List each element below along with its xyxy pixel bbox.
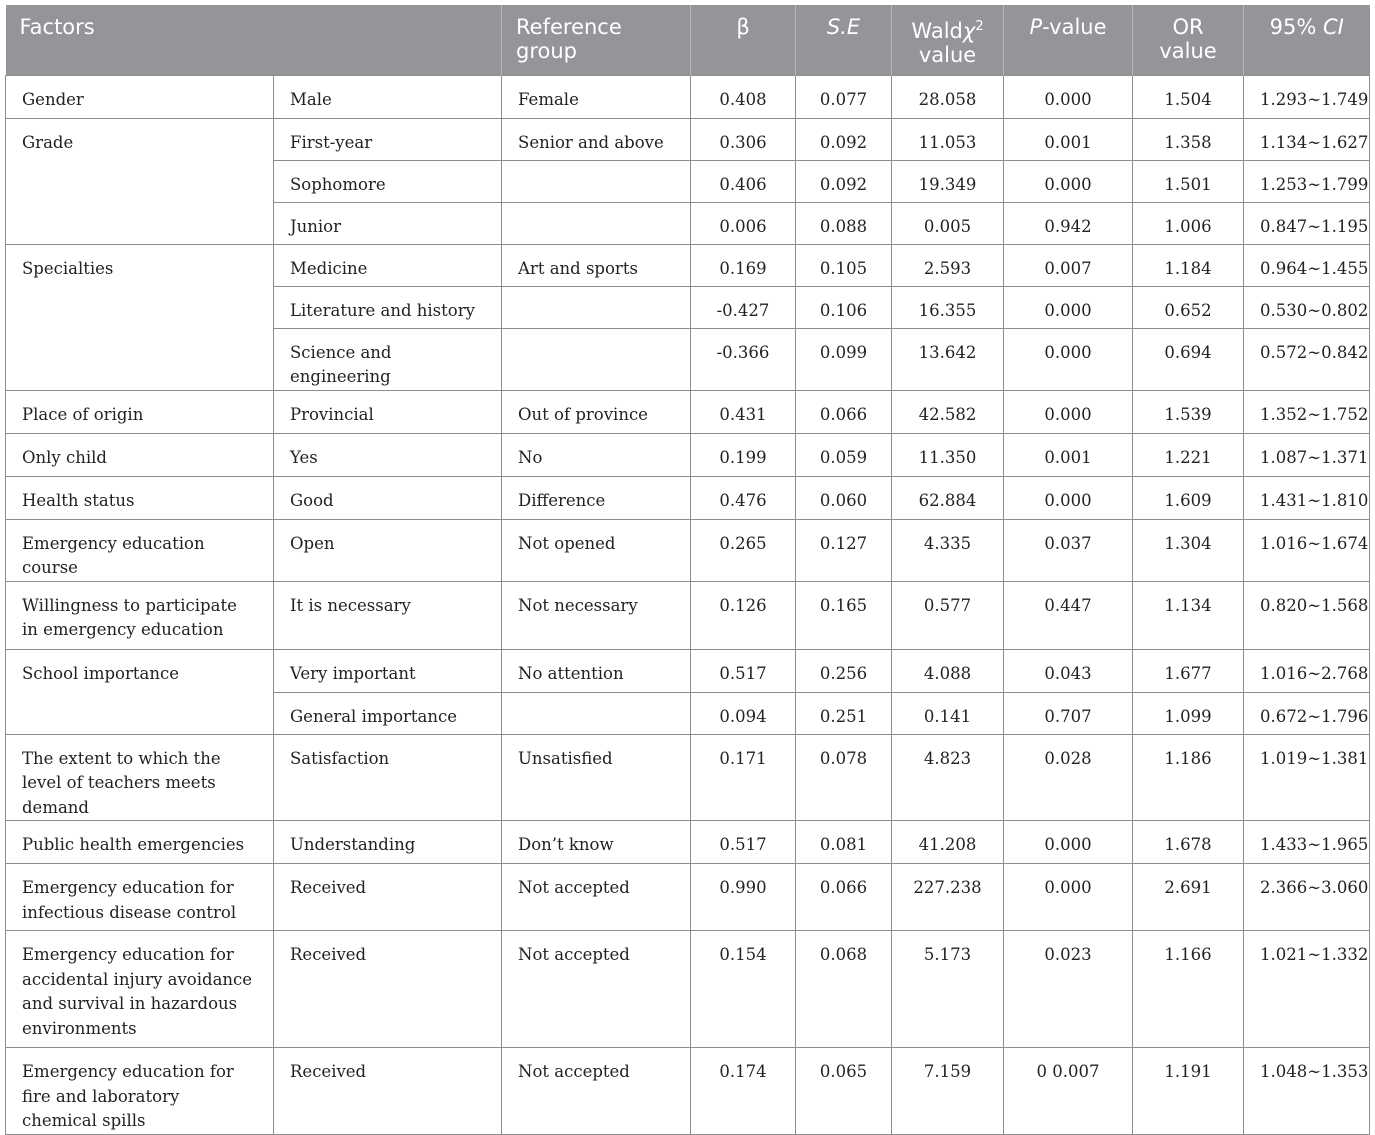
- beta-cell: 0.517: [691, 649, 796, 692]
- factor-cell: Emergency education for infectious disease control: [6, 864, 274, 931]
- beta-cell: 0.406: [691, 160, 796, 202]
- ci-cell: 1.253∼1.799: [1244, 160, 1370, 202]
- reference-cell: Art and sports: [502, 244, 691, 286]
- header-wald-sup: 2: [975, 19, 984, 34]
- beta-cell: 0.265: [691, 519, 796, 581]
- beta-cell: 0.431: [691, 390, 796, 433]
- header-ci: [1244, 5, 1370, 75]
- ci-cell: 0.964∼1.455: [1244, 244, 1370, 286]
- factor-cell: Health status: [6, 476, 274, 519]
- header-wald-text: Wald: [911, 19, 963, 43]
- or-cell: 1.184: [1133, 244, 1244, 286]
- ci-cell: 0.820∼1.568: [1244, 581, 1370, 649]
- beta-cell: 0.517: [691, 821, 796, 864]
- ci-cell: 1.431∼1.810: [1244, 476, 1370, 519]
- header-p-rest: -value: [1042, 15, 1107, 39]
- reference-cell: Unsatisfied: [502, 734, 691, 821]
- ci-cell: 1.087∼1.371: [1244, 433, 1370, 476]
- p-value-cell: 0.043: [1004, 649, 1133, 692]
- beta-cell: 0.199: [691, 433, 796, 476]
- header-row: [6, 5, 1370, 75]
- se-cell: 0.066: [796, 864, 892, 931]
- level-cell: Open: [274, 519, 502, 581]
- table-row: [6, 118, 1370, 160]
- or-cell: 2.691: [1133, 864, 1244, 931]
- table-row: [6, 864, 1370, 931]
- level-cell: Male: [274, 75, 502, 118]
- level-cell: Received: [274, 931, 502, 1048]
- or-cell: 1.609: [1133, 476, 1244, 519]
- factor-cell: Place of origin: [6, 390, 274, 433]
- table-row: [6, 931, 1370, 1048]
- se-cell: 0.065: [796, 1048, 892, 1135]
- or-cell: 1.191: [1133, 1048, 1244, 1135]
- se-cell: 0.060: [796, 476, 892, 519]
- p-value-cell: 0.001: [1004, 118, 1133, 160]
- or-cell: 1.358: [1133, 118, 1244, 160]
- factor-cell: Emergency education course: [6, 519, 274, 581]
- header-ci-prefix: 95%: [1269, 15, 1324, 39]
- level-cell: Satisfaction: [274, 734, 502, 821]
- ci-cell: 2.366∼3.060: [1244, 864, 1370, 931]
- p-value-cell: 0.001: [1004, 433, 1133, 476]
- wald-cell: 11.350: [892, 433, 1004, 476]
- or-cell: 1.677: [1133, 649, 1244, 692]
- factor-cell: Grade: [6, 118, 274, 244]
- level-cell: Received: [274, 1048, 502, 1135]
- header-ci-italic: CI: [1323, 15, 1344, 39]
- reference-cell: Not opened: [502, 519, 691, 581]
- p-value-cell: 0.000: [1004, 160, 1133, 202]
- or-cell: 1.501: [1133, 160, 1244, 202]
- wald-cell: 28.058: [892, 75, 1004, 118]
- p-value-cell: 0.000: [1004, 286, 1133, 328]
- level-cell: Junior: [274, 202, 502, 244]
- reference-cell: Female: [502, 75, 691, 118]
- level-cell: It is necessary: [274, 581, 502, 649]
- se-cell: 0.078: [796, 734, 892, 821]
- or-cell: 0.652: [1133, 286, 1244, 328]
- level-cell: Good: [274, 476, 502, 519]
- wald-cell: 4.335: [892, 519, 1004, 581]
- ci-cell: 1.293∼1.749: [1244, 75, 1370, 118]
- ci-cell: 1.019∼1.381: [1244, 734, 1370, 821]
- factor-cell: Public health emergencies: [6, 821, 274, 864]
- factor-cell: Specialties: [6, 244, 274, 390]
- header-p-value: [1004, 5, 1133, 75]
- wald-cell: 0.577: [892, 581, 1004, 649]
- se-cell: 0.165: [796, 581, 892, 649]
- wald-cell: 4.823: [892, 734, 1004, 821]
- beta-cell: 0.006: [691, 202, 796, 244]
- level-cell: First-year: [274, 118, 502, 160]
- factor-cell: School importance: [6, 649, 274, 734]
- reference-cell: [502, 328, 691, 390]
- ci-cell: 0.847∼1.195: [1244, 202, 1370, 244]
- p-value-cell: 0.000: [1004, 328, 1133, 390]
- se-cell: 0.077: [796, 75, 892, 118]
- factor-cell: Gender: [6, 75, 274, 118]
- se-cell: 0.105: [796, 244, 892, 286]
- table-row: [6, 476, 1370, 519]
- level-cell: Understanding: [274, 821, 502, 864]
- ci-cell: 0.572∼0.842: [1244, 328, 1370, 390]
- reference-cell: [502, 160, 691, 202]
- reference-cell: Not accepted: [502, 1048, 691, 1135]
- factor-cell: Emergency education for accidental injury avoidance and survival in hazardous environments: [6, 931, 274, 1048]
- wald-cell: 0.005: [892, 202, 1004, 244]
- wald-cell: 0.141: [892, 692, 1004, 734]
- header-or-value: OR value: [1133, 5, 1244, 75]
- or-cell: 1.221: [1133, 433, 1244, 476]
- beta-cell: 0.169: [691, 244, 796, 286]
- beta-cell: -0.366: [691, 328, 796, 390]
- level-cell: General importance: [274, 692, 502, 734]
- level-cell: Literature and history: [274, 286, 502, 328]
- wald-cell: 16.355: [892, 286, 1004, 328]
- header-se: [796, 5, 892, 75]
- table-row: [6, 433, 1370, 476]
- header-factors: Factors: [6, 5, 502, 75]
- header-beta: β: [691, 5, 796, 75]
- wald-cell: 19.349: [892, 160, 1004, 202]
- level-cell: Medicine: [274, 244, 502, 286]
- ci-cell: 1.016∼1.674: [1244, 519, 1370, 581]
- beta-cell: 0.476: [691, 476, 796, 519]
- reference-cell: Not accepted: [502, 931, 691, 1048]
- reference-cell: [502, 202, 691, 244]
- table-row: [6, 821, 1370, 864]
- level-cell: Very important: [274, 649, 502, 692]
- table-row: [6, 244, 1370, 286]
- or-cell: 1.006: [1133, 202, 1244, 244]
- reference-cell: No attention: [502, 649, 691, 692]
- level-cell: Provincial: [274, 390, 502, 433]
- beta-cell: 0.094: [691, 692, 796, 734]
- table-row: [6, 581, 1370, 649]
- se-cell: 0.092: [796, 118, 892, 160]
- p-value-cell: 0.037: [1004, 519, 1133, 581]
- level-cell: Yes: [274, 433, 502, 476]
- beta-cell: 0.171: [691, 734, 796, 821]
- factor-cell: Willingness to participate in emergency education: [6, 581, 274, 649]
- p-value-cell: 0.007: [1004, 244, 1133, 286]
- beta-cell: 0.126: [691, 581, 796, 649]
- wald-cell: 4.088: [892, 649, 1004, 692]
- se-cell: 0.081: [796, 821, 892, 864]
- level-cell: Received: [274, 864, 502, 931]
- se-cell: 0.068: [796, 931, 892, 1048]
- header-reference-group: Reference group: [502, 5, 691, 75]
- header-wald-value: value: [918, 43, 977, 67]
- or-cell: 1.539: [1133, 390, 1244, 433]
- p-value-cell: 0.942: [1004, 202, 1133, 244]
- or-cell: 1.166: [1133, 931, 1244, 1048]
- p-value-cell: 0.707: [1004, 692, 1133, 734]
- header-p-italic: P: [1029, 15, 1043, 39]
- beta-cell: 0.306: [691, 118, 796, 160]
- wald-cell: 5.173: [892, 931, 1004, 1048]
- table-row: [6, 390, 1370, 433]
- beta-cell: -0.427: [691, 286, 796, 328]
- reference-cell: Not accepted: [502, 864, 691, 931]
- table-row: [6, 1048, 1370, 1135]
- logistic-regression-table: [5, 5, 1370, 1135]
- ci-cell: 1.021∼1.332: [1244, 931, 1370, 1048]
- p-value-cell: 0 0.007: [1004, 1048, 1133, 1135]
- se-cell: 0.106: [796, 286, 892, 328]
- or-cell: 1.134: [1133, 581, 1244, 649]
- beta-cell: 0.174: [691, 1048, 796, 1135]
- header-se-text: S.E: [826, 15, 861, 39]
- or-cell: 1.304: [1133, 519, 1244, 581]
- reference-cell: Don’t know: [502, 821, 691, 864]
- beta-cell: 0.408: [691, 75, 796, 118]
- reference-cell: [502, 692, 691, 734]
- table-row: [6, 649, 1370, 692]
- reference-cell: Senior and above: [502, 118, 691, 160]
- ci-cell: 0.530∼0.802: [1244, 286, 1370, 328]
- se-cell: 0.088: [796, 202, 892, 244]
- reference-cell: [502, 286, 691, 328]
- wald-cell: 7.159: [892, 1048, 1004, 1135]
- p-value-cell: 0.447: [1004, 581, 1133, 649]
- table-row: [6, 75, 1370, 118]
- se-cell: 0.256: [796, 649, 892, 692]
- beta-cell: 0.154: [691, 931, 796, 1048]
- p-value-cell: 0.028: [1004, 734, 1133, 821]
- wald-cell: 11.053: [892, 118, 1004, 160]
- or-cell: 1.099: [1133, 692, 1244, 734]
- or-cell: 1.186: [1133, 734, 1244, 821]
- ci-cell: 1.433∼1.965: [1244, 821, 1370, 864]
- reference-cell: Difference: [502, 476, 691, 519]
- reference-cell: Out of province: [502, 390, 691, 433]
- factor-cell: Emergency education for fire and laboratory chemical spills: [6, 1048, 274, 1135]
- header-wald: [892, 5, 1004, 75]
- ci-cell: 1.352∼1.752: [1244, 390, 1370, 433]
- p-value-cell: 0.000: [1004, 821, 1133, 864]
- p-value-cell: 0.000: [1004, 864, 1133, 931]
- wald-cell: 13.642: [892, 328, 1004, 390]
- beta-cell: 0.990: [691, 864, 796, 931]
- p-value-cell: 0.000: [1004, 75, 1133, 118]
- or-cell: 1.504: [1133, 75, 1244, 118]
- wald-cell: 2.593: [892, 244, 1004, 286]
- table-row: [6, 734, 1370, 821]
- se-cell: 0.066: [796, 390, 892, 433]
- reference-cell: No: [502, 433, 691, 476]
- level-cell: Sophomore: [274, 160, 502, 202]
- se-cell: 0.092: [796, 160, 892, 202]
- p-value-cell: 0.000: [1004, 476, 1133, 519]
- or-cell: 1.678: [1133, 821, 1244, 864]
- p-value-cell: 0.000: [1004, 390, 1133, 433]
- header-wald-chi: χ: [962, 19, 976, 43]
- ci-cell: 0.672∼1.796: [1244, 692, 1370, 734]
- table-row: [6, 519, 1370, 581]
- factor-cell: The extent to which the level of teachers meets demand: [6, 734, 274, 821]
- reference-cell: Not necessary: [502, 581, 691, 649]
- ci-cell: 1.016∼2.768: [1244, 649, 1370, 692]
- factor-cell: Only child: [6, 433, 274, 476]
- ci-cell: 1.134∼1.627: [1244, 118, 1370, 160]
- ci-cell: 1.048∼1.353: [1244, 1048, 1370, 1135]
- or-cell: 0.694: [1133, 328, 1244, 390]
- se-cell: 0.127: [796, 519, 892, 581]
- wald-cell: 227.238: [892, 864, 1004, 931]
- wald-cell: 62.884: [892, 476, 1004, 519]
- level-cell: Science and engineering: [274, 328, 502, 390]
- p-value-cell: 0.023: [1004, 931, 1133, 1048]
- se-cell: 0.251: [796, 692, 892, 734]
- wald-cell: 41.208: [892, 821, 1004, 864]
- se-cell: 0.099: [796, 328, 892, 390]
- wald-cell: 42.582: [892, 390, 1004, 433]
- se-cell: 0.059: [796, 433, 892, 476]
